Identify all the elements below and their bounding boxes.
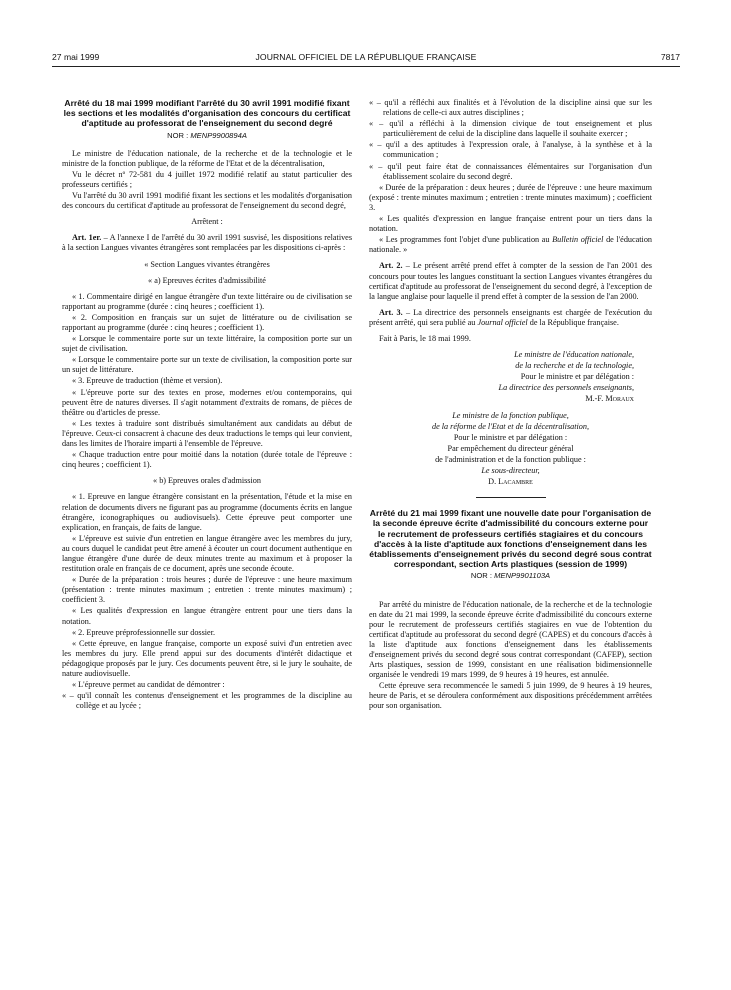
bulletin-officiel-ref: Bulletin officiel bbox=[552, 235, 604, 245]
left-column bbox=[62, 98, 352, 712]
arrete1-nor bbox=[62, 131, 352, 141]
oral-paragraph: « Durée de la préparation : trois heures ; durée de l'épreuve : une heure maximum (présentation : trente minutes maximum ; entretien : trente minutes maximum) ; coefficient 3. bbox=[62, 575, 352, 605]
signature-line: Le sous-directeur, bbox=[481, 466, 540, 475]
written-paragraph: « 3. Epreuve de traduction (thème et version). bbox=[72, 376, 223, 386]
oral-paragraph: « Durée de la préparation : deux heures ; durée de l'épreuve : une heure maximum (exposé : trente minutes maximum ; entretien : trente minutes maximum) ; coefficient 3. bbox=[369, 182, 652, 212]
arrete2-nor-label: NOR : bbox=[470, 571, 492, 581]
arretent: Arrêtent : bbox=[191, 217, 223, 227]
oral-list-item: « – qu'il a réfléchi à la dimension civique de tout enseignement et plus particulièrement de celui de la discipline dans laquelle il souhaite exercer ; bbox=[369, 119, 652, 139]
signature-line: Le ministre de l'éducation nationale, bbox=[514, 350, 634, 360]
section-divider bbox=[476, 497, 546, 498]
page-header bbox=[52, 52, 680, 66]
signature-line: de la réforme de l'Etat et de la décentralisation, bbox=[431, 421, 590, 431]
programs-text: « Les programmes font l'objet d'une publication au bbox=[379, 235, 550, 245]
header-date: 27 mai 1999 bbox=[52, 52, 100, 62]
oral-paragraph: « 1. Epreuve en langue étrangère consistant en la présentation, l'étude et la mise en relation de documents divers ne figurant pas au programme (documents écrits en langue étrangère, iconographiques ou audiovisuels). Cette épreuve peut comporter une explication, en français, de faits de langue. bbox=[62, 492, 352, 532]
article-1-label: Art. 1er. bbox=[72, 233, 102, 243]
header-page-number: 7817 bbox=[660, 52, 680, 62]
oral-list-item: « – qu'il a réfléchi aux finalités et à l'évolution de la discipline ainsi que sur les relations de celle-ci aux autres disciplines ; bbox=[369, 98, 652, 118]
article-2 bbox=[369, 261, 652, 301]
header-divider bbox=[52, 66, 680, 67]
arrete1-nor-value: MENP9900894A bbox=[190, 130, 247, 140]
written-paragraph: « Lorsque le commentaire porte sur un texte de civilisation, la composition porte sur un sujet de littérature. bbox=[62, 355, 352, 375]
written-paragraph: « L'épreuve porte sur des textes en prose, modernes et/ou contemporains, qui peuvent être de natures diverses. Il s'agit notamment d'extraits de romans, de pièces de théâtre ou d'articles de presse. bbox=[62, 387, 352, 417]
arrete1-intro-1: Le ministre de l'éducation nationale, de la recherche et de la technologie et le ministre de la fonction publique, de la réforme de l'Etat et de la décentralisation, bbox=[62, 148, 352, 168]
oral-paragraph: « Les qualités d'expression en langue étrangère entrent pour une tiers dans la notation. bbox=[62, 606, 352, 626]
signatory-name: D. Lacambre bbox=[488, 477, 533, 487]
written-paragraph: « Chaque traduction entre pour moitié dans la notation (durée totale de l'épreuve : cinq heures ; coefficient 1). bbox=[62, 450, 352, 470]
oral-paragraph: « Cette épreuve, en langue française, comporte un exposé suivi d'un entretien avec les membres du jury. Elle prend appui sur des documents d'intérêt didactique et pédagogique proposés par le jury. Ces documents peuvent être, si le jury le souhaite, de nature audiovisuelle. bbox=[62, 638, 352, 679]
place-date: Fait à Paris, le 18 mai 1999. bbox=[379, 333, 471, 343]
article-3 bbox=[369, 308, 652, 328]
arrete1-intro-3: Vu l'arrêté du 30 avril 1991 modifié fixant les sections et les modalités d'organisation des concours du certificat d'aptitude au professorat de l'enseignement du second degré, bbox=[62, 191, 352, 211]
journal-officiel-ref: Journal officiel bbox=[477, 317, 528, 327]
signature-line: La directrice des personnels enseignants, bbox=[498, 383, 634, 393]
signature-line: Pour le ministre et par délégation : bbox=[453, 432, 568, 442]
written-paragraph: « 1. Commentaire dirigé en langue étrangère d'un texte littéraire ou de civilisation se rapportant au programme (durée : cinq heures ; coefficient 1). bbox=[62, 291, 352, 311]
signature-line: de l'administration et de la fonction publique : bbox=[435, 454, 586, 464]
programs-text-end: de l'éducation nationale. » bbox=[369, 235, 653, 255]
oral-paragraph: « L'épreuve permet au candidat de démontrer : bbox=[72, 680, 225, 690]
oral-list-item: « – qu'il peut faire état de connaissances élémentaires sur l'organisation d'un établissement scolaire du second degré. bbox=[369, 161, 652, 181]
arrete2-nor bbox=[369, 571, 652, 581]
article-1 bbox=[62, 233, 352, 253]
signature-line: Par empêchement du directeur général bbox=[447, 443, 574, 453]
section-title: « Section Langues vivantes étrangères bbox=[144, 259, 270, 269]
written-paragraph: « 2. Composition en français sur un sujet de littérature ou de civilisation se rapportant au programme (durée : cinq heures ; coefficient 1). bbox=[62, 312, 352, 333]
oral-list-item: « – qu'il connaît les contenus d'enseignement et les programmes de la discipline au collège et au lycée ; bbox=[62, 691, 352, 711]
signature-line: Le ministre de la fonction publique, bbox=[452, 410, 569, 420]
oral-paragraph: « 2. Epreuve préprofessionnelle sur dossier. bbox=[72, 627, 216, 637]
article-1-text: – A l'annexe I de l'arrêté du 30 avril 1991 susvisé, les dispositions relatives à la section Langues vivantes étrangères sont remplacées par les dispositions ci-après : bbox=[62, 233, 353, 253]
arrete1-nor-label: NOR : bbox=[167, 130, 189, 140]
signature-line: Pour le ministre et par délégation : bbox=[520, 372, 634, 382]
arrete2-paragraph: Par arrêté du ministre de l'éducation nationale, de la recherche et de la technologie en date du 21 mai 1999, la seconde épreuve écrite d'admissibilité du concours externe pour le recrutement de professeurs certifiés stagiaires en vue de l'obtention du certificat d'aptitude au professorat du second degré (CAPES) et du concours d'accès à la liste d'aptitude aux fonctions d'enseignement dans les établissements d'enseignement privés du second degré sous contrat correspondant (CAFEP), section Arts plastiques, session de 1999, consistant en une réalisation bidimensionnelle organisée le vendredi 19 mars 1999, de 9 heures à 19 heures, est annulée. bbox=[369, 599, 652, 680]
arrete1-title: Arrêté du 18 mai 1999 modifiant l'arrêté du 30 avril 1991 modifié fixant les sections et les modalités d'organisation des concours du certificat d'aptitude au professorat de l'enseignement du second degré bbox=[63, 98, 351, 129]
article-3-text-end: de la République française. bbox=[529, 317, 619, 327]
article-2-label: Art. 2. bbox=[379, 261, 403, 271]
oral-tests-heading: « b) Epreuves orales d'admission bbox=[153, 476, 261, 486]
signature-line: de la recherche et de la technologie, bbox=[515, 361, 634, 371]
article-3-text: – La directrice des personnels enseignants est chargée de l'exécution du présent arrêté, qui sera publié au bbox=[369, 307, 653, 327]
header-journal-title: JOURNAL OFFICIEL DE LA RÉPUBLIQUE FRANÇAISE bbox=[255, 52, 477, 62]
article-2-text: – Le présent arrêté prend effet à compter de la session de l'an 2001 des concours pour toutes les langues constituant la section Langues vivantes étrangères du certificat d'aptitude au professorat de l'enseignement du second degré, à l'exception de la langue anglaise pour laquelle il prend effet à compter de la session de l'an 2000. bbox=[369, 261, 652, 301]
article-3-label: Art. 3. bbox=[379, 307, 403, 317]
programs-paragraph bbox=[369, 235, 652, 255]
oral-paragraph: « Les qualités d'expression en langue française entrent pour un tiers dans la notation. bbox=[369, 214, 652, 234]
arrete2-nor-value: MENP9901103A bbox=[494, 571, 551, 581]
arrete2-paragraph: Cette épreuve sera recommencée le samedi 5 juin 1999, de 9 heures à 19 heures, heure de Paris, et se déroulera conformément aux dispositions précédemment arrêtées pour son organisation. bbox=[369, 681, 652, 711]
written-paragraph: « Lorsque le commentaire porte sur un texte littéraire, la composition porte sur un sujet de civilisation. bbox=[62, 334, 352, 354]
right-column bbox=[369, 98, 652, 713]
signatory-name: M.-F. Moraux bbox=[585, 394, 634, 404]
oral-list-item: « – qu'il a des aptitudes à l'expression orale, à l'analyse, à la synthèse et à la communication ; bbox=[369, 140, 652, 160]
oral-paragraph: « L'épreuve est suivie d'un entretien en langue étrangère avec les membres du jury, au cours duquel le candidat peut être amené à écouter un court document authentique en langue étrangère d'une durée de deux minutes trente au maximum et à proposer la restitution orale en français de ce document, après une seconde écoute. bbox=[62, 533, 352, 574]
arrete1-intro-2: Vu le décret nº 72-581 du 4 juillet 1972 modifié relatif au statut particulier des professeurs certifiés ; bbox=[62, 169, 352, 189]
written-tests-heading: « a) Epreuves écrites d'admissibilité bbox=[148, 275, 266, 285]
written-paragraph: « Les textes à traduire sont distribués simultanément aux candidats au début de l'épreuve. Ceux-ci consacrent à chacune des deux traductions le temps qui leur convient, dans les limites de l'horaire imparti à l'ensemble de l'épreuve. bbox=[62, 418, 352, 449]
arrete2-title: Arrêté du 21 mai 1999 fixant une nouvelle date pour l'organisation de la seconde épreuve écrite d'admissibilité du concours externe pour le recrutement de professeurs certifiés stagiaires et du concours d'accès à la liste d'aptitude aux fonctions d'enseignement dans les établissements d'enseignement privés du second degré sous contrat correspondant, section Arts plastiques (session de 1999) bbox=[369, 508, 652, 570]
